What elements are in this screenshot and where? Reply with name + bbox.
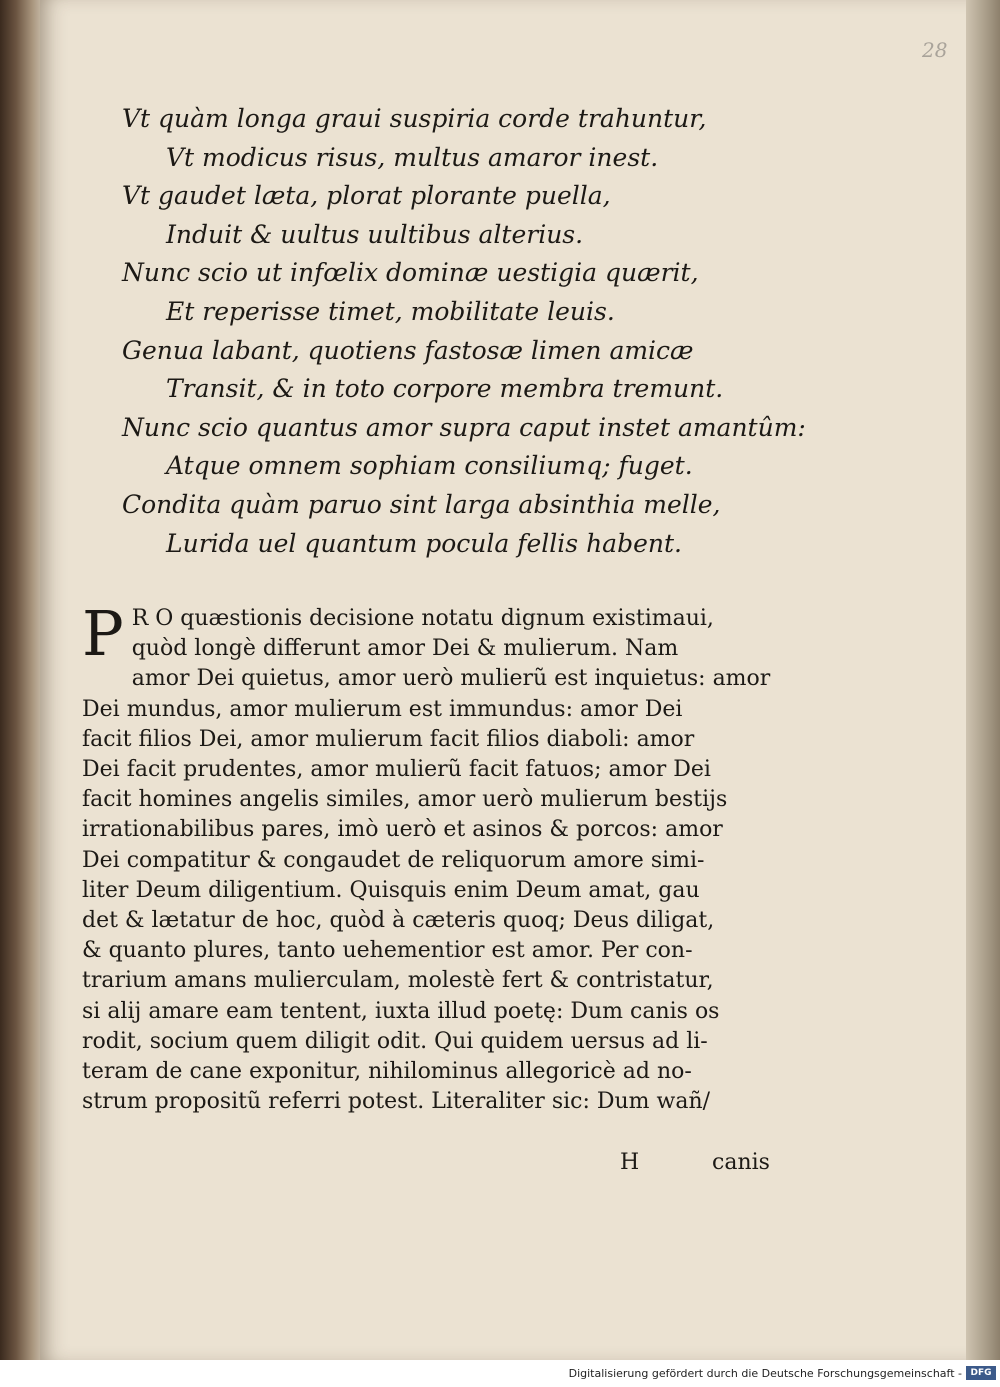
verse-line: Lurida uel quantum pocula fellis habent. [166, 528, 682, 558]
prose-line: facit filios Dei, amor mulierum facit filios diaboli: amor [82, 726, 695, 752]
prose-line: R O quæstionis decisione notatu dignum existimaui, [131, 606, 714, 631]
prose-line: det & lætatur de hoc, quòd à cæteris quoq; Deus diligat, [82, 908, 715, 934]
dfg-logo-icon: DFG [966, 1366, 996, 1380]
verse-line: Induit & uultus uultibus alterius. [166, 219, 584, 249]
catchword: canis [712, 1150, 770, 1175]
verse-line: Vt modicus risus, multus amaror inest. [166, 142, 659, 172]
prose-line: rodit, socium quem diligit odit. Qui quidem uersus ad li- [82, 1028, 708, 1054]
prose-line: si alij amare eam tentent, iuxta illud poetę: Dum canis os [82, 998, 720, 1024]
prose-block [82, 597, 782, 1117]
verse-line: Vt quàm longa graui suspiria corde trahuntur, [122, 104, 707, 133]
verse-block [122, 100, 822, 563]
footer-bar [0, 1360, 1000, 1387]
prose-line: facit homines angelis similes, amor uerò mulierum bestijs [82, 787, 728, 813]
funding-credit: Digitalisierung gefördert durch die Deutsche Forschungsgemeinschaft - [568, 1367, 962, 1380]
prose-line: teram de cane exponitur, nihilominus allegoricè ad no- [82, 1059, 692, 1085]
verse-line: Nunc scio quantus amor supra caput instet amantûm: [122, 412, 806, 442]
prose-line: amor Dei quietus, amor uerò mulierũ est inquietus: amor [131, 666, 771, 692]
prose-line: & quanto plures, tanto uehementior est amor. Per con- [82, 938, 693, 964]
drop-cap: P [82, 597, 124, 670]
verse-line: Condita quàm paruo sint larga absinthia melle, [122, 489, 721, 519]
prose-line: Dei mundus, amor mulierum est immundus: amor Dei [82, 696, 683, 722]
page-number-mark: 28 [922, 38, 948, 62]
prose-line: strum propositũ referri potest. Literaliter sic: Dum wañ/ [82, 1089, 711, 1115]
prose-line: Dei compatitur & congaudet de reliquorum amore simi- [82, 847, 705, 873]
prose-line: irrationabilibus pares, imò uerò et asinos & porcos: amor [82, 817, 723, 843]
verse-line: Vt gaudet læta, plorat plorante puella, [122, 181, 611, 211]
prose-line: quòd longè differunt amor Dei & mulierum. Nam [131, 636, 679, 662]
prose-line: trarium amans mulierculam, molestè fert & contristatur, [82, 968, 714, 994]
verse-line: Nunc scio ut infœlix dominæ uestigia quærit, [122, 258, 699, 288]
verse-line: Genua labant, quotiens fastosæ limen amicæ [122, 335, 694, 365]
signature-mark: H [620, 1150, 640, 1175]
verse-line: Atque omnem sophiam consiliumq; fuget. [166, 451, 693, 481]
verse-line: Et reperisse timet, mobilitate leuis. [166, 296, 615, 326]
prose-line: liter Deum diligentium. Quisquis enim Deum amat, gau [82, 877, 700, 903]
prose-line: Dei facit prudentes, amor mulierũ facit fatuos; amor Dei [82, 757, 711, 783]
verse-line: Transit, & in toto corpore membra tremunt. [166, 374, 724, 404]
page-edge [966, 0, 1000, 1360]
